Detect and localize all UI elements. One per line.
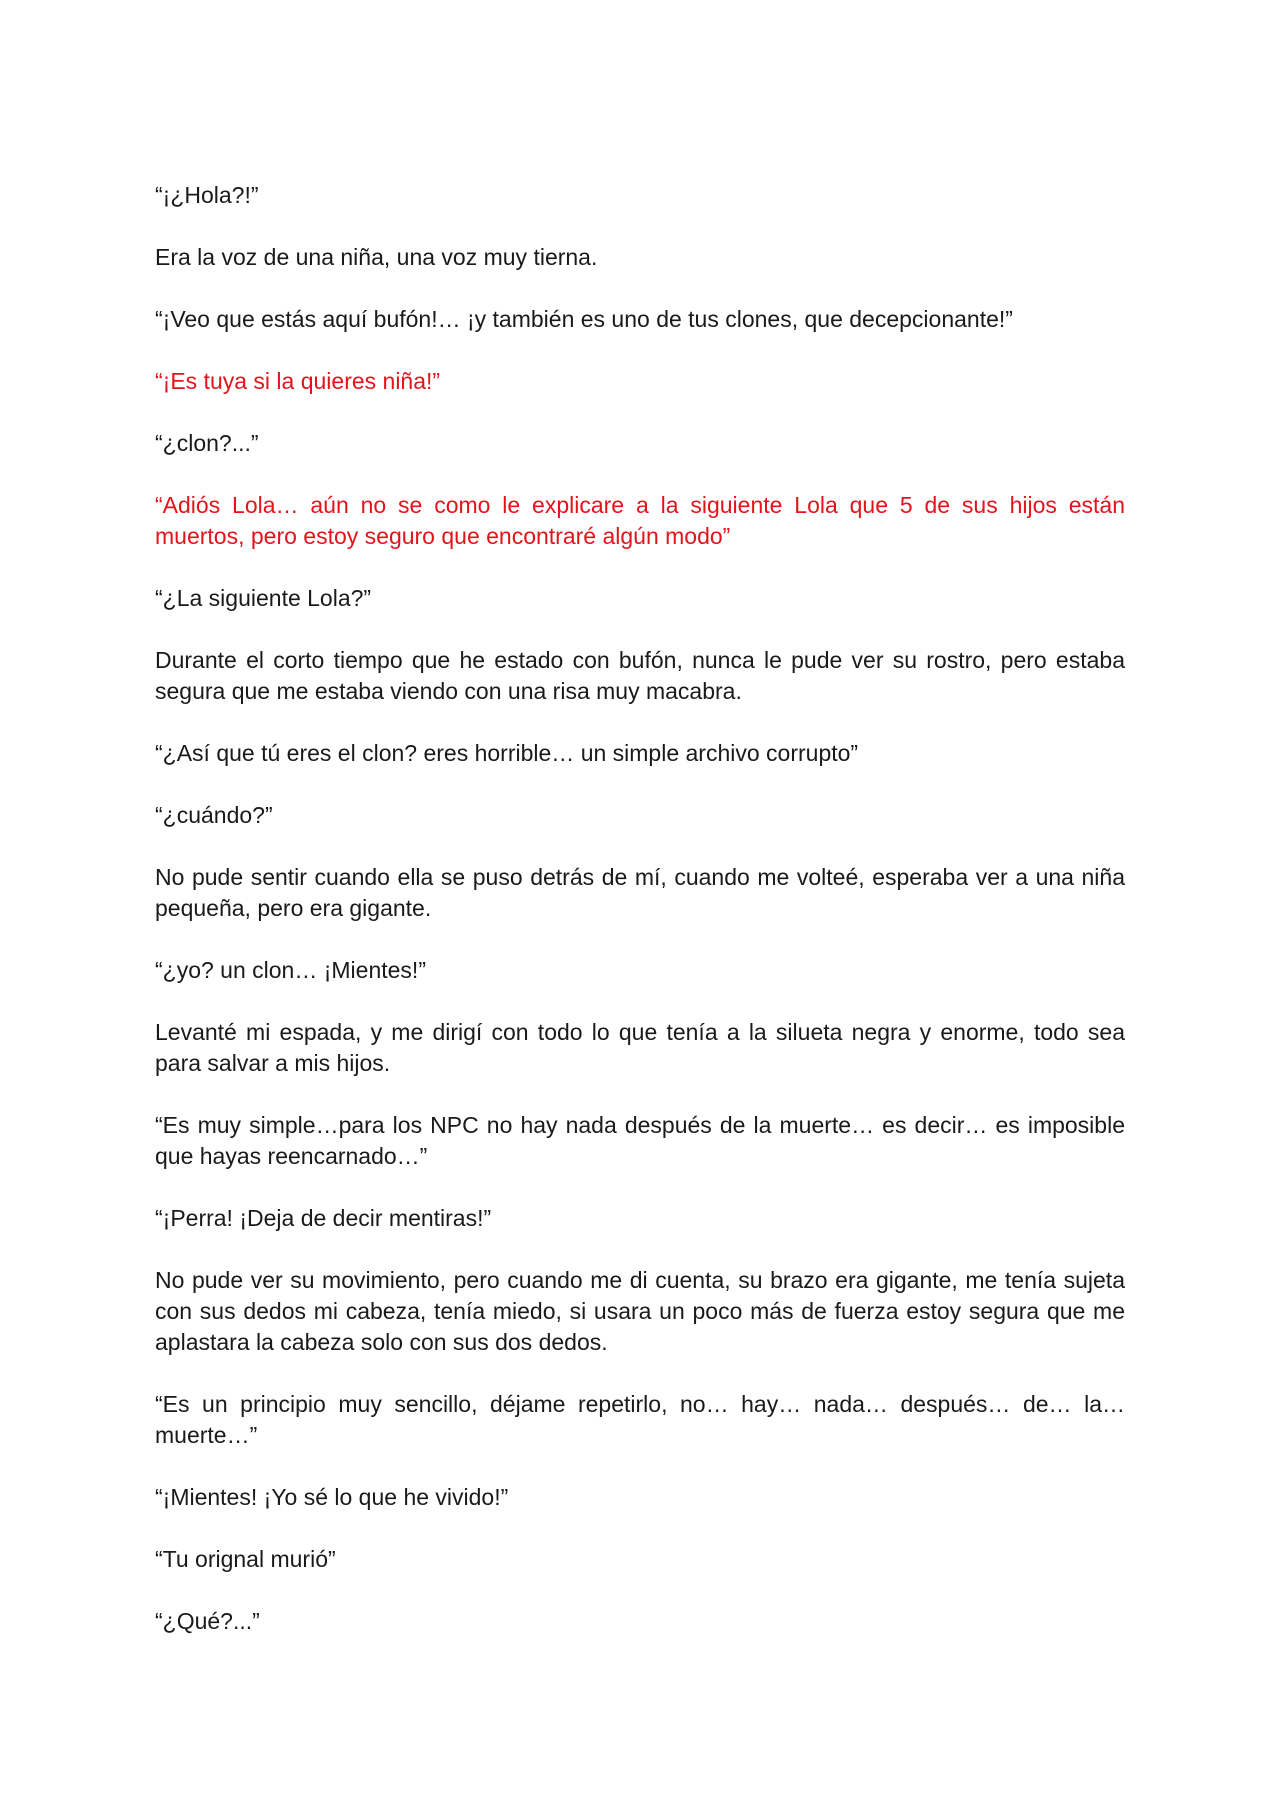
paragraph: “¿cuándo?” (155, 802, 273, 828)
paragraph: “¿Qué?...” (155, 1608, 260, 1634)
paragraph-red: “Adiós Lola… aún no se como le explicare a la siguiente Lola que 5 de sus hijos están muertos, pero estoy seguro que encontraré algún modo” (155, 492, 1125, 549)
paragraph: Era la voz de una niña, una voz muy tierna. (155, 244, 598, 270)
paragraph: “Tu orignal murió” (155, 1546, 336, 1572)
paragraph: “¡Perra! ¡Deja de decir mentiras!” (155, 1205, 492, 1231)
paragraph: No pude sentir cuando ella se puso detrás de mí, cuando me volteé, esperaba ver a una niña pequeña, pero era gigante. (155, 864, 1125, 921)
paragraph: “¿clon?...” (155, 430, 259, 456)
paragraph: “¡Veo que estás aquí bufón!… ¡y también es uno de tus clones, que decepcionante!” (155, 306, 1013, 332)
paragraph-red: “¡Es tuya si la quieres niña!” (155, 368, 441, 394)
paragraph: Levanté mi espada, y me dirigí con todo lo que tenía a la silueta negra y enorme, todo sea para salvar a mis hijos. (155, 1019, 1125, 1076)
paragraph: “¡Mientes! ¡Yo sé lo que he vivido!” (155, 1484, 509, 1510)
paragraph: “Es muy simple…para los NPC no hay nada después de la muerte… es decir… es imposible que hayas reencarnado…” (155, 1112, 1125, 1169)
paragraph: “¿La siguiente Lola?” (155, 585, 372, 611)
paragraph: Durante el corto tiempo que he estado con bufón, nunca le pude ver su rostro, pero estaba segura que me estaba viendo con una risa muy macabra. (155, 647, 1125, 704)
paragraph: “Es un principio muy sencillo, déjame repetirlo, no… hay… nada… después… de… la… muerte…” (155, 1391, 1125, 1448)
paragraph: No pude ver su movimiento, pero cuando me di cuenta, su brazo era gigante, me tenía sujeta con sus dedos mi cabeza, tenía miedo, si usara un poco más de fuerza estoy segura que me aplastara la cabeza solo con sus dos dedos. (155, 1267, 1125, 1355)
paragraph: “¿yo? un clon… ¡Mientes!” (155, 957, 426, 983)
paragraph: “¿Así que tú eres el clon? eres horrible… un simple archivo corrupto” (155, 740, 859, 766)
paragraph: “¡¿Hola?!” (155, 182, 259, 208)
story-text-column (155, 180, 1125, 1668)
